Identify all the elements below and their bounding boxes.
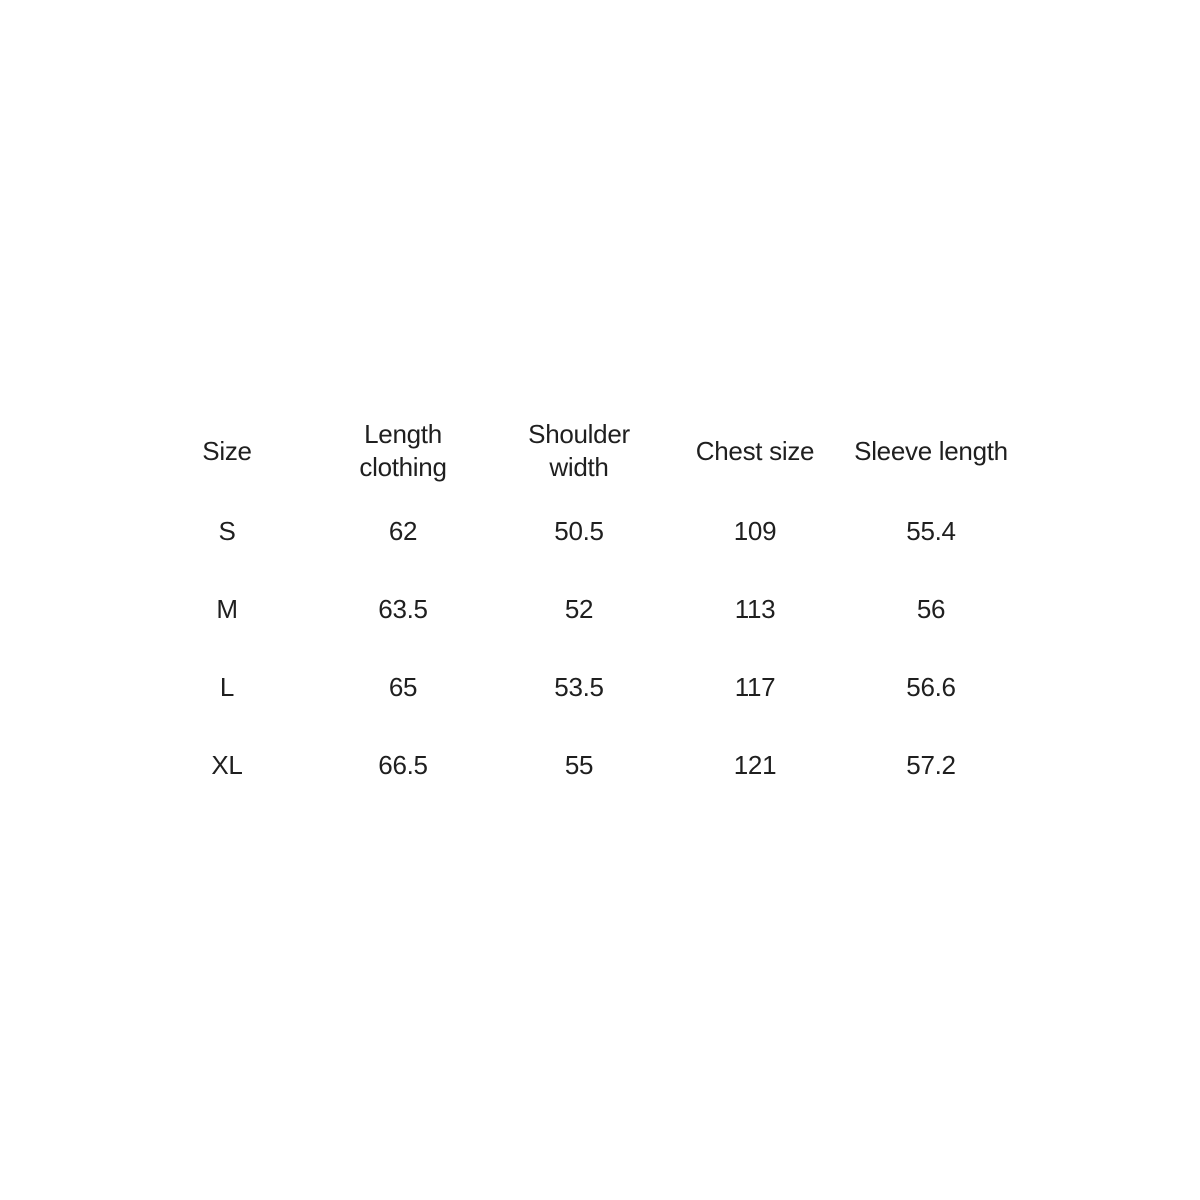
size-chart-header xyxy=(139,410,1019,492)
cell-shoulder-width: 50.5 xyxy=(554,516,604,546)
header-row xyxy=(139,410,1019,492)
cell-sleeve-length: 56.6 xyxy=(906,672,956,702)
cell-shoulder-width: 53.5 xyxy=(554,672,604,702)
cell-size: XL xyxy=(211,750,243,780)
cell-size: S xyxy=(218,516,236,546)
cell-size: L xyxy=(219,672,235,702)
cell-length: 63.5 xyxy=(378,594,428,624)
cell-shoulder-width: 55 xyxy=(564,750,594,780)
table-row xyxy=(139,648,1019,726)
size-chart-body xyxy=(139,492,1019,804)
cell-length: 62 xyxy=(388,516,418,546)
cell-sleeve-length: 57.2 xyxy=(906,750,956,780)
cell-length: 65 xyxy=(388,672,418,702)
cell-chest-size: 113 xyxy=(734,594,776,624)
cell-chest-size: 121 xyxy=(733,750,777,780)
header-length: Length clothing xyxy=(359,419,447,482)
size-chart-table xyxy=(139,410,1019,804)
table-row xyxy=(139,492,1019,570)
cell-length: 66.5 xyxy=(378,750,428,780)
cell-size: M xyxy=(216,594,238,624)
header-size: Size xyxy=(202,435,252,466)
table-row xyxy=(139,726,1019,804)
table-row xyxy=(139,570,1019,648)
header-chest-size: Chest size xyxy=(695,435,815,466)
header-shoulder-width: Shoulder width xyxy=(528,419,630,482)
cell-shoulder-width: 52 xyxy=(564,594,594,624)
cell-chest-size: 117 xyxy=(734,672,776,702)
cell-sleeve-length: 55.4 xyxy=(906,516,956,546)
cell-sleeve-length: 56 xyxy=(916,594,946,624)
cell-chest-size: 109 xyxy=(733,516,777,546)
header-sleeve-length: Sleeve length xyxy=(854,435,1008,466)
